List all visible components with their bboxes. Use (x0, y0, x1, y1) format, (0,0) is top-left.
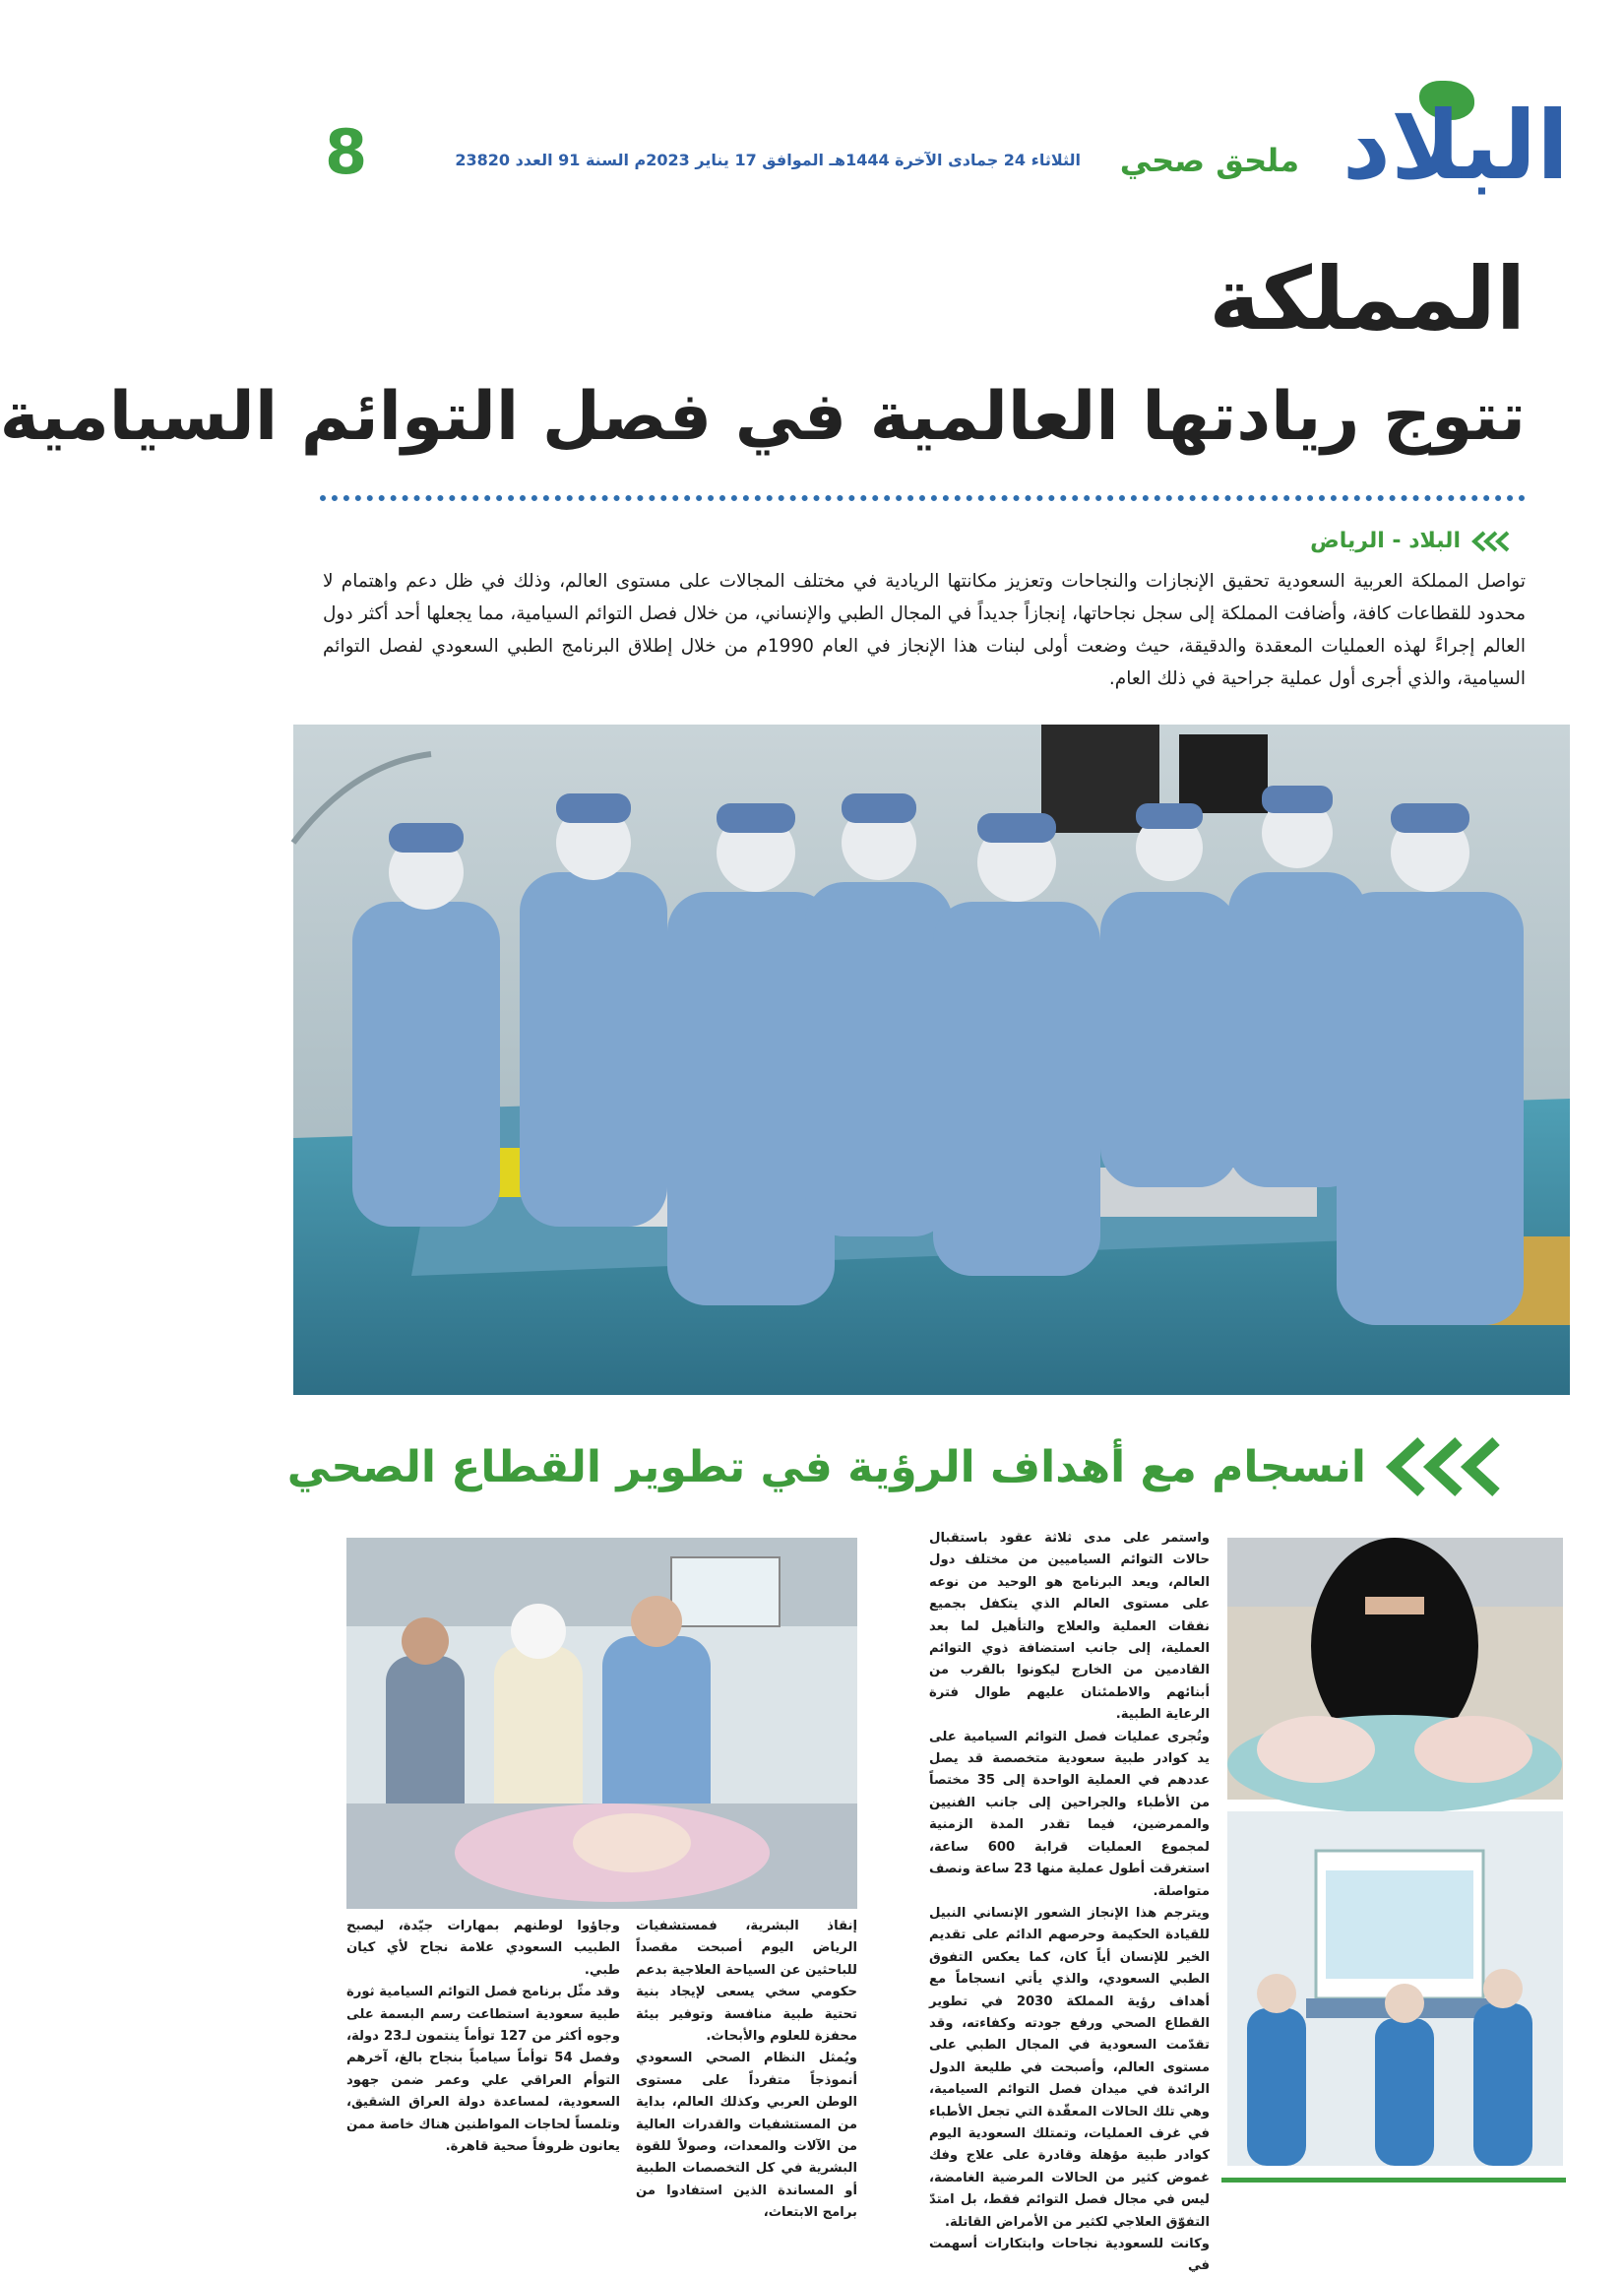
logo-text: البلاد (1342, 91, 1569, 201)
column-paragraph: واستمر على مدى ثلاثة عقود باستقبال حالات التوائم السياميين من مختلف دول العالم، ويعد البرنامج هو الوحيد من نوعه على مستوى العالم الذي يتكفل بجميع نفقات العملية والعلاج والتأهيل لما بعد العملية، إلى جانب استضافة ذوي التوائم القادمين من الخارج ليكونوا بالقرب من أبنائهم والاطمئنان عليهم طوال فترة الرعاية الطبية. (929, 1531, 1210, 1723)
chevron-left-icon (1388, 1437, 1526, 1496)
article-column-middle (929, 1528, 1210, 2274)
page-number: 8 (325, 116, 368, 188)
column-paragraph: ويُمثل النظام الصحي السعودي أنموذجاً متفرداً على مستوى الوطن العربي وكذلك العالم، بداية من المستشفيات والقدرات العالية من الآلات والمعدات، وصولاً للقوة البشرية في كل التخصصات الطبية أو المساندة الذين استفادوا من برامج الابتعاث، (636, 2051, 857, 2221)
byline-text: البلاد - الرياض (1310, 529, 1461, 553)
section-name: ملحق صحي (1119, 142, 1299, 179)
article-column-left-2 (346, 1916, 620, 2155)
headline-main: المملكة (1209, 248, 1526, 349)
subhead-text: انسجام مع أهداف الرؤية في تطوير القطاع الصحي (286, 1441, 1366, 1492)
column-paragraph: وقد مثّل برنامج فصل التوائم السيامية ثورة طبية سعودية استطاعت رسم البسمة على وجوه أكثر من 127 توأماً ينتمون لـ23 دولة، وفصل 54 توأماً سيامياً بنجاح بالغ، آخرهم التوأم العراقي علي وعمر ضمن جهود السعودية، لمساعدة دولة العراق الشقيق، وتلمساً لحاجات المواطنين هناك خاصة ممن يعانون ظروفاً صحية قاهرة. (346, 1985, 620, 2155)
column-paragraph: إنقاذ البشرية، فمستشفيات الرياض اليوم أصبحت مقصداً للباحثين عن السياحة العلاجية بدعم حكومي سخي يسعى لإيجاد بنية تحتية طبية منافسة وتوفير بيئة محفزة للعلوم والأبحاث. (636, 1919, 857, 2045)
column-paragraph: وجاؤوا لوطنهم بمهارات جيّدة، ليصبح الطبيب السعودي علامة نجاح لأي كيان طبي. (346, 1919, 620, 1978)
dateline: الثلاثاء 24 جمادى الآخرة 1444هـ الموافق 17 يناير 2023م السنة 91 العدد 23820 (455, 151, 1081, 169)
column-paragraph: وتُجرى عمليات فصل التوائم السيامية على يد كوادر طبية سعودية متخصصة قد يصل عددهم في العملية الواحدة إلى 35 مختصاً من الأطباء والجراحين إلى جانب الفنيين والممرضين، فيما تقدر المدة الزمنية لمجموع العمليات قرابة 600 ساعة، استغرقت أطول عملية منها 23 ساعة ونصف متواصلة. (929, 1729, 1210, 1899)
photo-officials-bedside (346, 1538, 857, 1909)
main-photo-surgery (293, 725, 1570, 1395)
lead-paragraph: تواصل المملكة العربية السعودية تحقيق الإنجازات والنجاحات وتعزيز مكانتها الريادية في مختلف المجالات على مستوى العالم، وذلك في ظل دعم واهتمام لا محدود للقطاعات كافة، وأضافت المملكة إلى سجل نجاحاتها، إنجازاً جديداً في المجال الطبي والإنساني، من خلال فصل التوائم السيامية، مما يجعلها أحد أكثر دول العالم إجراءً لهذه العمليات المعقدة والدقيقة، حيث وضعت أولى لبنات هذا الإنجاز في العام 1990م من خلال إطلاق البرنامج الطبي السعودي لفصل التوائم السيامية، والذي أجرى أول عملية جراحية في ذلك العام. (323, 571, 1526, 689)
chevron-left-icon (1472, 531, 1516, 552)
photo-mother-twins (1227, 1538, 1563, 1800)
article-column-left-1 (636, 1916, 857, 2221)
column-paragraph: ويترجم هذا الإنجاز الشعور الإنساني النبيل للقيادة الحكيمة وحرصهم الدائم على تقديم الخير للإنسان أياً كان، كما يعكس التفوق الطبي السعودي، والذي يأتي انسجاماً مع أهداف رؤية المملكة 2030 في تطوير القطاع الصحي ورفع جودته وكفاءته، وقد تقدّمت السعودية في المجال الطبي على مستوى العالم، وأصبحت في طليعة الدول الرائدة في ميدان فصل التوائم السيامية، وهي تلك الحالات المعقّدة التي تجعل الأطباء في غرف العمليات، وتمتلك السعودية اليوم كوادر طبية مؤهلة وقادرة على علاج وفك غموض كثير من الحالات المرضية الغامضة، ليس في مجال فصل التوائم فقط، بل امتدّ التفوّق العلاجي لكثير من الأمراض القاتلة. (929, 1905, 1210, 2230)
photo-hospital-corridor (1227, 1811, 1563, 2166)
footer-rule (1221, 2178, 1566, 2183)
newspaper-logo[interactable] (1333, 81, 1569, 201)
byline (1310, 529, 1516, 553)
masthead (226, 81, 1624, 199)
section-subhead (287, 1437, 1526, 1496)
dotted-divider (320, 495, 1526, 501)
column-paragraph: وكانت للسعودية نجاحات وابتكارات أسهمت في (929, 2237, 1210, 2274)
headline-sub: تتوج ريادتها العالمية في فصل التوائم السيامية (0, 378, 1526, 456)
